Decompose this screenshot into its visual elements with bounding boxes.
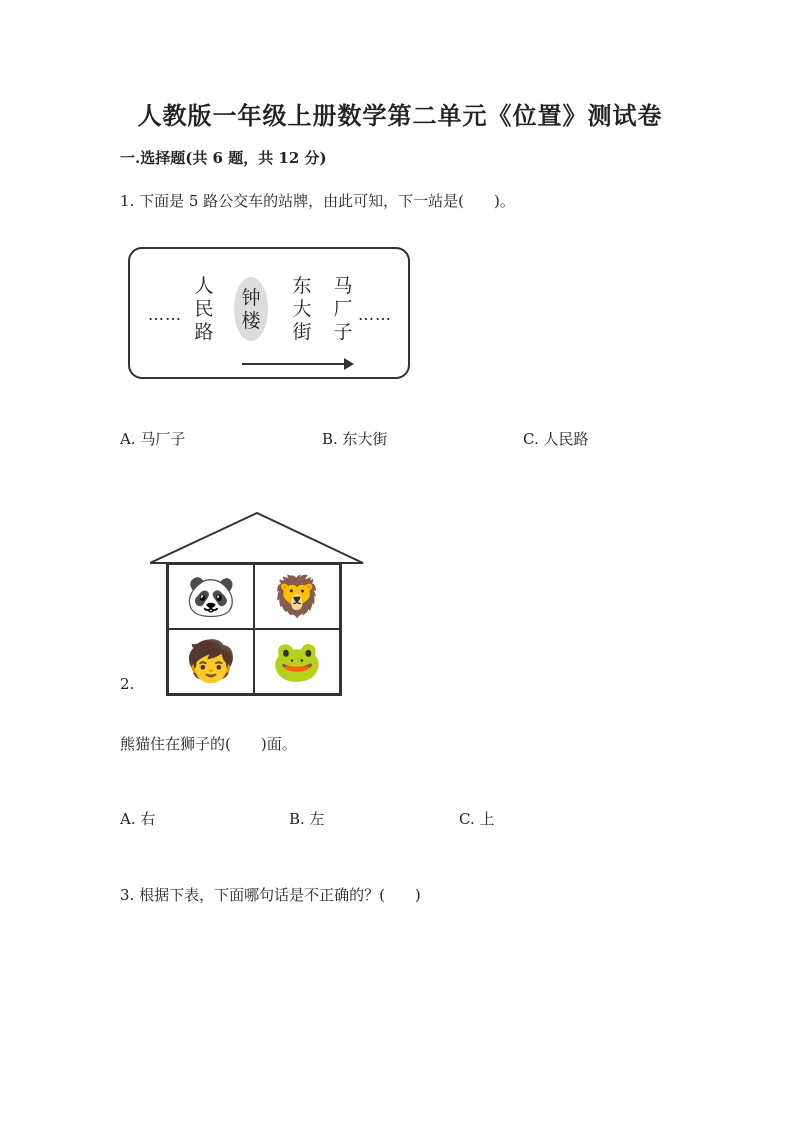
panda-icon: 🐼 — [168, 564, 254, 629]
question-3-stem: 3. 根据下表，下面哪句话是不正确的？( ) — [120, 886, 421, 904]
stop-machangzi: 马 厂 子 — [333, 275, 353, 343]
section-heading: 一.选择题(共 6 题，共 12 分) — [120, 149, 327, 167]
bus-stop-sign — [128, 247, 410, 379]
stop-renminlu: 人 民 路 — [194, 275, 214, 343]
q2-option-c: C. 上 — [459, 810, 495, 828]
frog-icon: 🐸 — [254, 629, 340, 694]
question-2-stem: 熊猫住在狮子的( )面。 — [120, 735, 297, 753]
stop-zhonglou: 钟 楼 — [241, 287, 261, 332]
q2-option-b: B. 左 — [289, 810, 325, 828]
sign-left-dots: …… — [148, 305, 182, 324]
question-2-number: 2. — [120, 675, 135, 693]
house-roof — [150, 510, 365, 566]
stop-dongdajie: 东 大 街 — [292, 275, 312, 343]
animal-house-figure — [150, 510, 365, 710]
q1-option-b: B. 东大街 — [322, 430, 388, 448]
page-title: 人教版一年级上册数学第二单元《位置》测试卷 — [137, 101, 663, 130]
direction-arrow-icon — [242, 363, 352, 365]
q2-option-a: A. 右 — [120, 810, 156, 828]
sign-right-dots: …… — [358, 305, 392, 324]
question-1-stem: 1. 下面是 5 路公交车的站牌，由此可知，下一站是( )。 — [120, 192, 515, 210]
q1-option-c: C. 人民路 — [523, 430, 589, 448]
child-icon: 🧒 — [168, 629, 254, 694]
q1-option-a: A. 马厂子 — [120, 430, 186, 448]
lion-icon: 🦁 — [254, 564, 340, 629]
house-rooms — [166, 562, 342, 696]
